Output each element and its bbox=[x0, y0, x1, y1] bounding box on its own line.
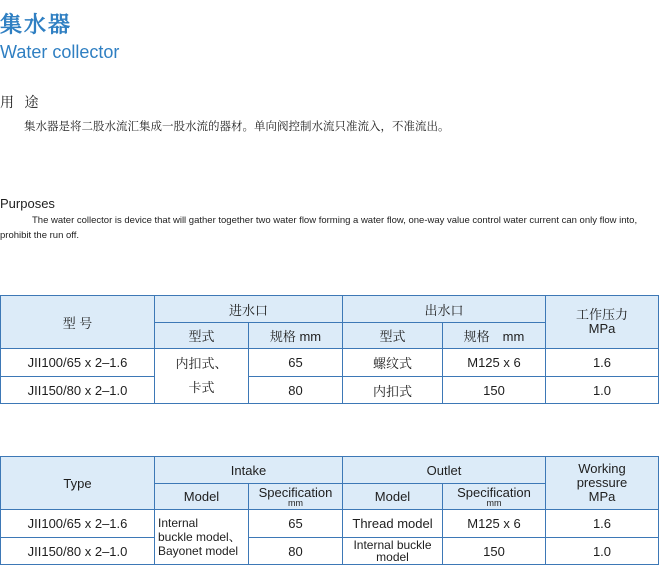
row-intake-spec: 65 bbox=[249, 349, 343, 377]
header-outlet-spec: 规格 mm bbox=[443, 323, 546, 349]
row-pressure: 1.0 bbox=[546, 377, 659, 404]
header-outlet-spec-unit: mm bbox=[486, 497, 502, 508]
usage-text-en: The water collector is device that will gather together two water flow forming a water flow, one-way value control water current can only flow into, prohibit the run off. bbox=[0, 215, 638, 241]
intake-model-line: 内扣式、 bbox=[175, 356, 228, 371]
row-type: JII100/65 x 2–1.6 bbox=[1, 349, 155, 377]
spec-table-cn bbox=[0, 295, 659, 404]
header-intake-model: 型式 bbox=[155, 323, 249, 349]
header-pressure-label: 工作压力 bbox=[575, 307, 628, 322]
header-intake: Intake bbox=[155, 457, 343, 484]
intake-model-line: 卡式 bbox=[188, 380, 215, 395]
header-outlet: 出水口 bbox=[343, 296, 546, 323]
row-outlet-spec: 150 bbox=[443, 538, 546, 565]
header-outlet-model: Model bbox=[343, 484, 443, 510]
header-pressure-label: pressure bbox=[576, 475, 628, 490]
row-type: JII100/65 x 2–1.6 bbox=[1, 510, 155, 538]
row-outlet-model: 螺纹式 bbox=[343, 349, 443, 377]
intake-model-cell bbox=[155, 349, 249, 404]
usage-heading-cn: 用 途 bbox=[0, 95, 42, 111]
header-outlet-spec-label: Specification bbox=[457, 484, 531, 500]
header-intake-spec bbox=[249, 484, 343, 510]
row-outlet-spec: M125 x 6 bbox=[443, 349, 546, 377]
header-intake-spec-unit: mm bbox=[288, 497, 303, 508]
row-type: JII150/80 x 2–1.0 bbox=[1, 377, 155, 404]
header-outlet-model: 型式 bbox=[343, 323, 443, 349]
header-intake-spec: 规格 mm bbox=[249, 323, 343, 349]
page-title-cn: 集水器 bbox=[0, 13, 73, 38]
row-pressure: 1.0 bbox=[546, 538, 659, 565]
intake-model-line: buckle model、 bbox=[158, 530, 241, 544]
row-intake-spec: 65 bbox=[249, 510, 343, 538]
header-pressure-unit: MPa bbox=[588, 489, 616, 504]
intake-model-cell bbox=[155, 510, 249, 565]
header-pressure-label: Working bbox=[578, 461, 626, 476]
row-type: JII150/80 x 2–1.0 bbox=[1, 538, 155, 565]
outlet-model-line: Internal buckle bbox=[353, 538, 432, 552]
row-outlet-model: 内扣式 bbox=[343, 377, 443, 404]
row-pressure: 1.6 bbox=[546, 510, 659, 538]
header-outlet: Outlet bbox=[343, 457, 546, 484]
row-intake-spec: 80 bbox=[249, 377, 343, 404]
usage-text-cn: 集水器是将二股水流汇集成一股水流的器材。单向阀控制水流只准流入，不准流出。 bbox=[24, 119, 450, 133]
header-type: Type bbox=[1, 457, 155, 510]
spec-table-en bbox=[0, 456, 659, 565]
header-pressure bbox=[546, 457, 659, 510]
outlet-model-line: model bbox=[376, 550, 409, 564]
usage-heading-en: Purposes bbox=[0, 196, 55, 211]
row-outlet-model: Thread model bbox=[343, 510, 443, 538]
header-outlet-spec bbox=[443, 484, 546, 510]
header-intake-model: Model bbox=[155, 484, 249, 510]
header-intake: 进水口 bbox=[155, 296, 343, 323]
intake-model-line: Internal bbox=[158, 516, 199, 530]
header-intake-spec-label: Specification bbox=[258, 484, 333, 500]
header-pressure-unit: MPa bbox=[588, 321, 616, 336]
page-title-en: Water collector bbox=[0, 42, 120, 62]
row-outlet-model bbox=[343, 538, 443, 565]
row-pressure: 1.6 bbox=[546, 349, 659, 377]
header-type: 型 号 bbox=[1, 296, 155, 349]
intake-model-line: Bayonet model bbox=[158, 544, 239, 558]
row-intake-spec: 80 bbox=[249, 538, 343, 565]
header-pressure bbox=[546, 296, 659, 349]
row-outlet-spec: M125 x 6 bbox=[443, 510, 546, 538]
row-outlet-spec: 150 bbox=[443, 377, 546, 404]
